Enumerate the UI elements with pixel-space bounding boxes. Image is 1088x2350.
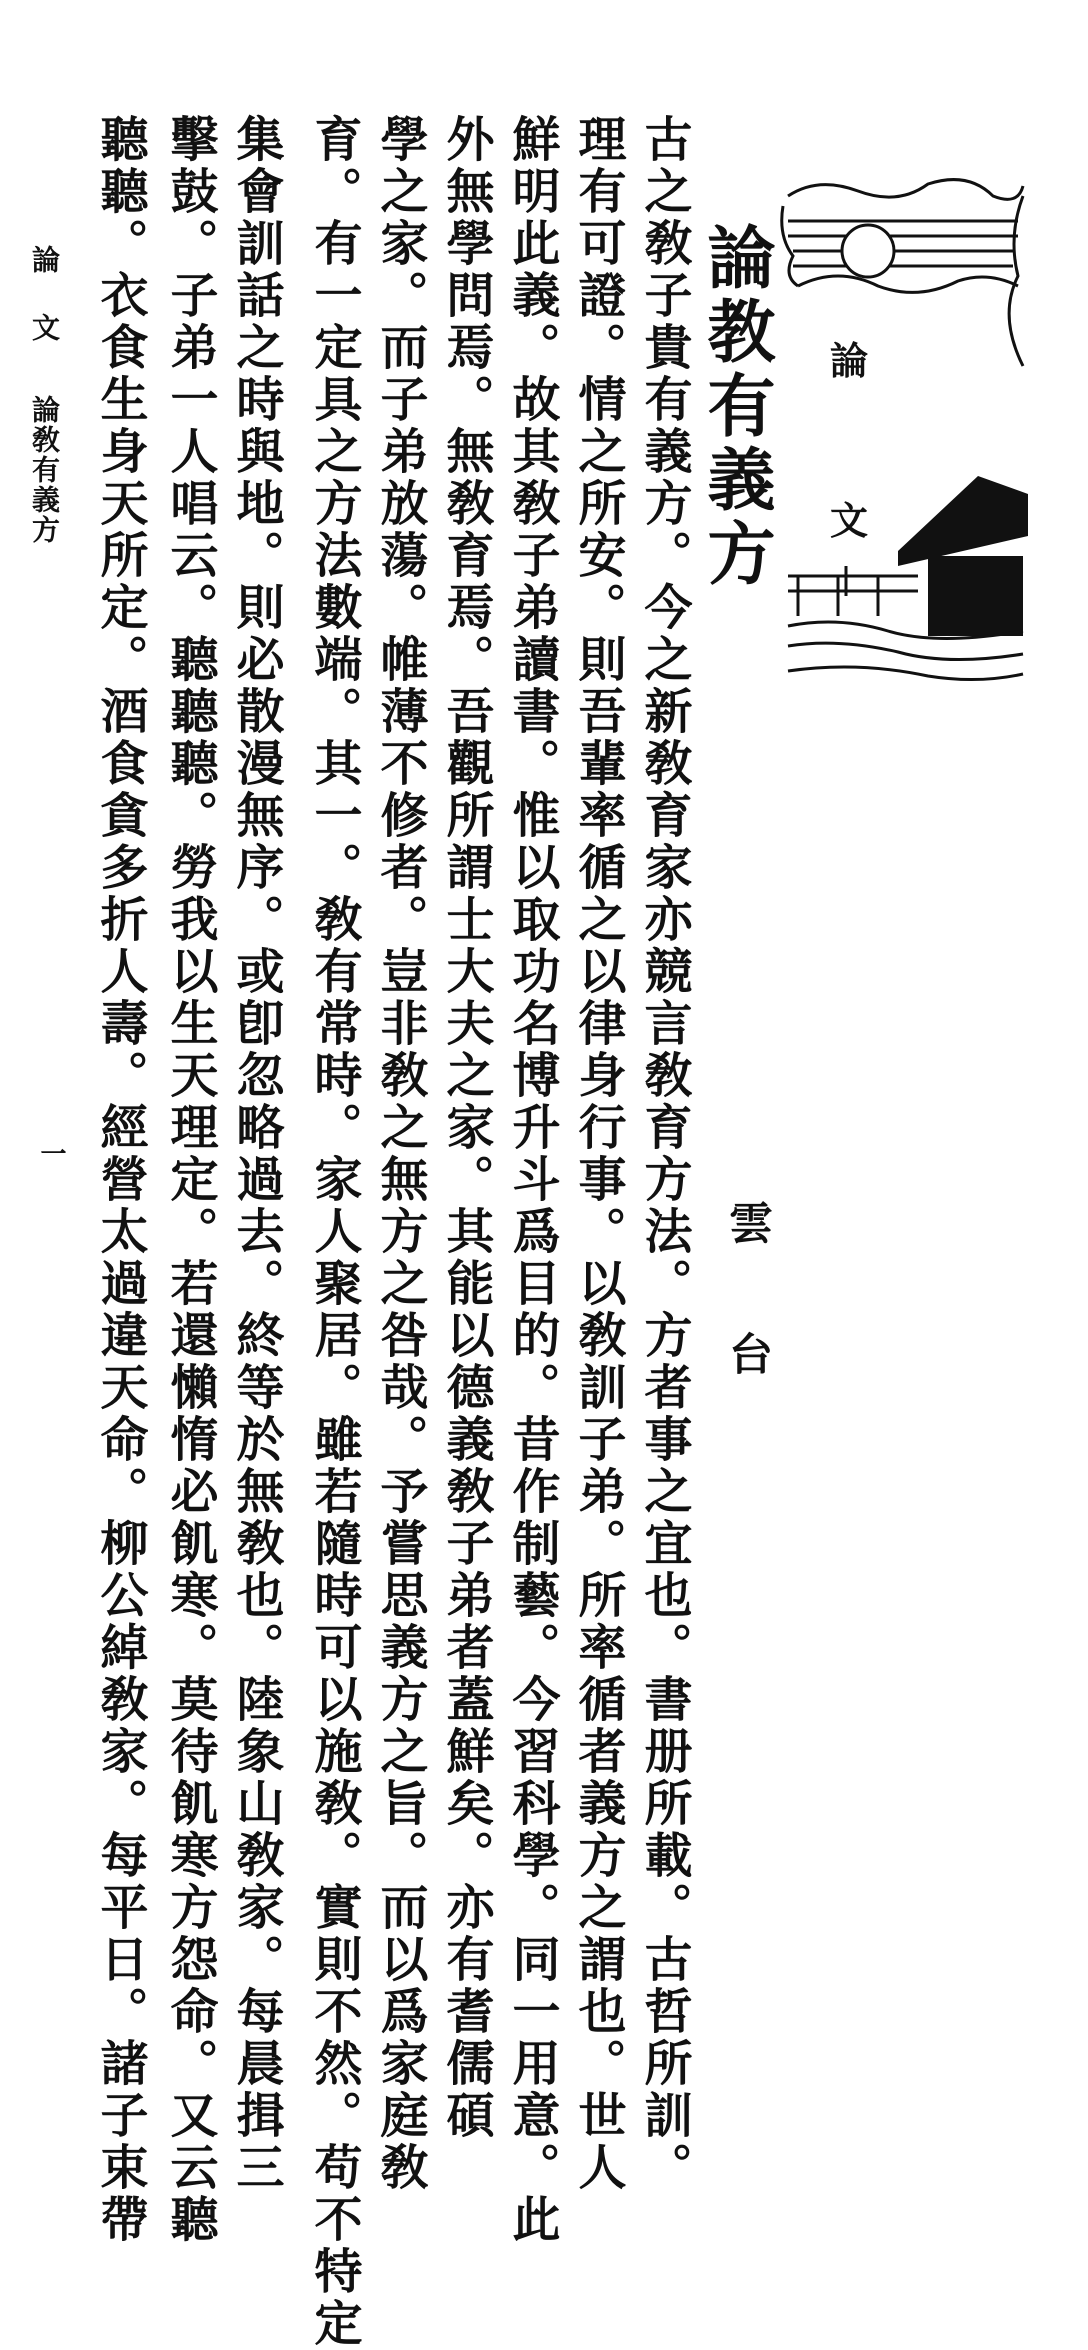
body-column-2: 理有可證。情之所安。則吾輩率循之以律身行事。以敎訓子弟。所率循者義方之謂也。世人: [570, 114, 626, 2194]
running-head-section: 論文: [28, 245, 61, 381]
ornament-illustration: [778, 176, 1028, 686]
article-title: 論教有義方: [696, 222, 776, 592]
ornament-label-lun: 論: [830, 338, 869, 383]
page-number: 一: [36, 1140, 66, 1166]
body-column-9: 聽聽。衣食生身天所定。酒食貪多折人壽。經營太過違天命。柳公綽敎家。每平日。諸子束帶: [92, 114, 148, 2246]
ornament-label-wen: 文: [830, 498, 869, 543]
body-column-4: 外無學問焉。無敎育焉。吾觀所謂士大夫之家。其能以德義敎子弟者蓋鮮矣。亦有耆儒碩: [438, 114, 494, 2142]
body-column-1: 古之敎子貴有義方。今之新敎育家亦競言敎育方法。方者事之宜也。書册所載。古哲所訓。: [636, 114, 692, 2194]
article-author: 雲 台: [721, 1200, 772, 1393]
body-column-6: 育。有一定具之方法數端。其一。敎有常時。家人聚居。雖若隨時可以施敎。實則不然。苟不特定: [306, 114, 362, 2350]
running-head-title: 論敎有義方: [28, 395, 61, 545]
body-column-7: 集會訓話之時與地。則必散漫無序。或卽忽略過去。終等於無敎也。陸象山敎家。每晨揖三: [228, 114, 284, 2194]
body-column-3: 鮮明此義。故其敎子弟讀書。惟以取功名博升斗爲目的。昔作制藝。今習科學。同一用意。此: [504, 114, 560, 2246]
body-column-5: 學之家。而子弟放蕩。帷薄不修者。豈非敎之無方之咎哉。予嘗思義方之旨。而以爲家庭敎: [372, 114, 428, 2194]
body-column-8: 擊鼓。子弟一人唱云。聽聽聽。勞我以生天理定。若還懶惰必飢寒。莫待飢寒方怨命。又云聽: [162, 114, 218, 2246]
